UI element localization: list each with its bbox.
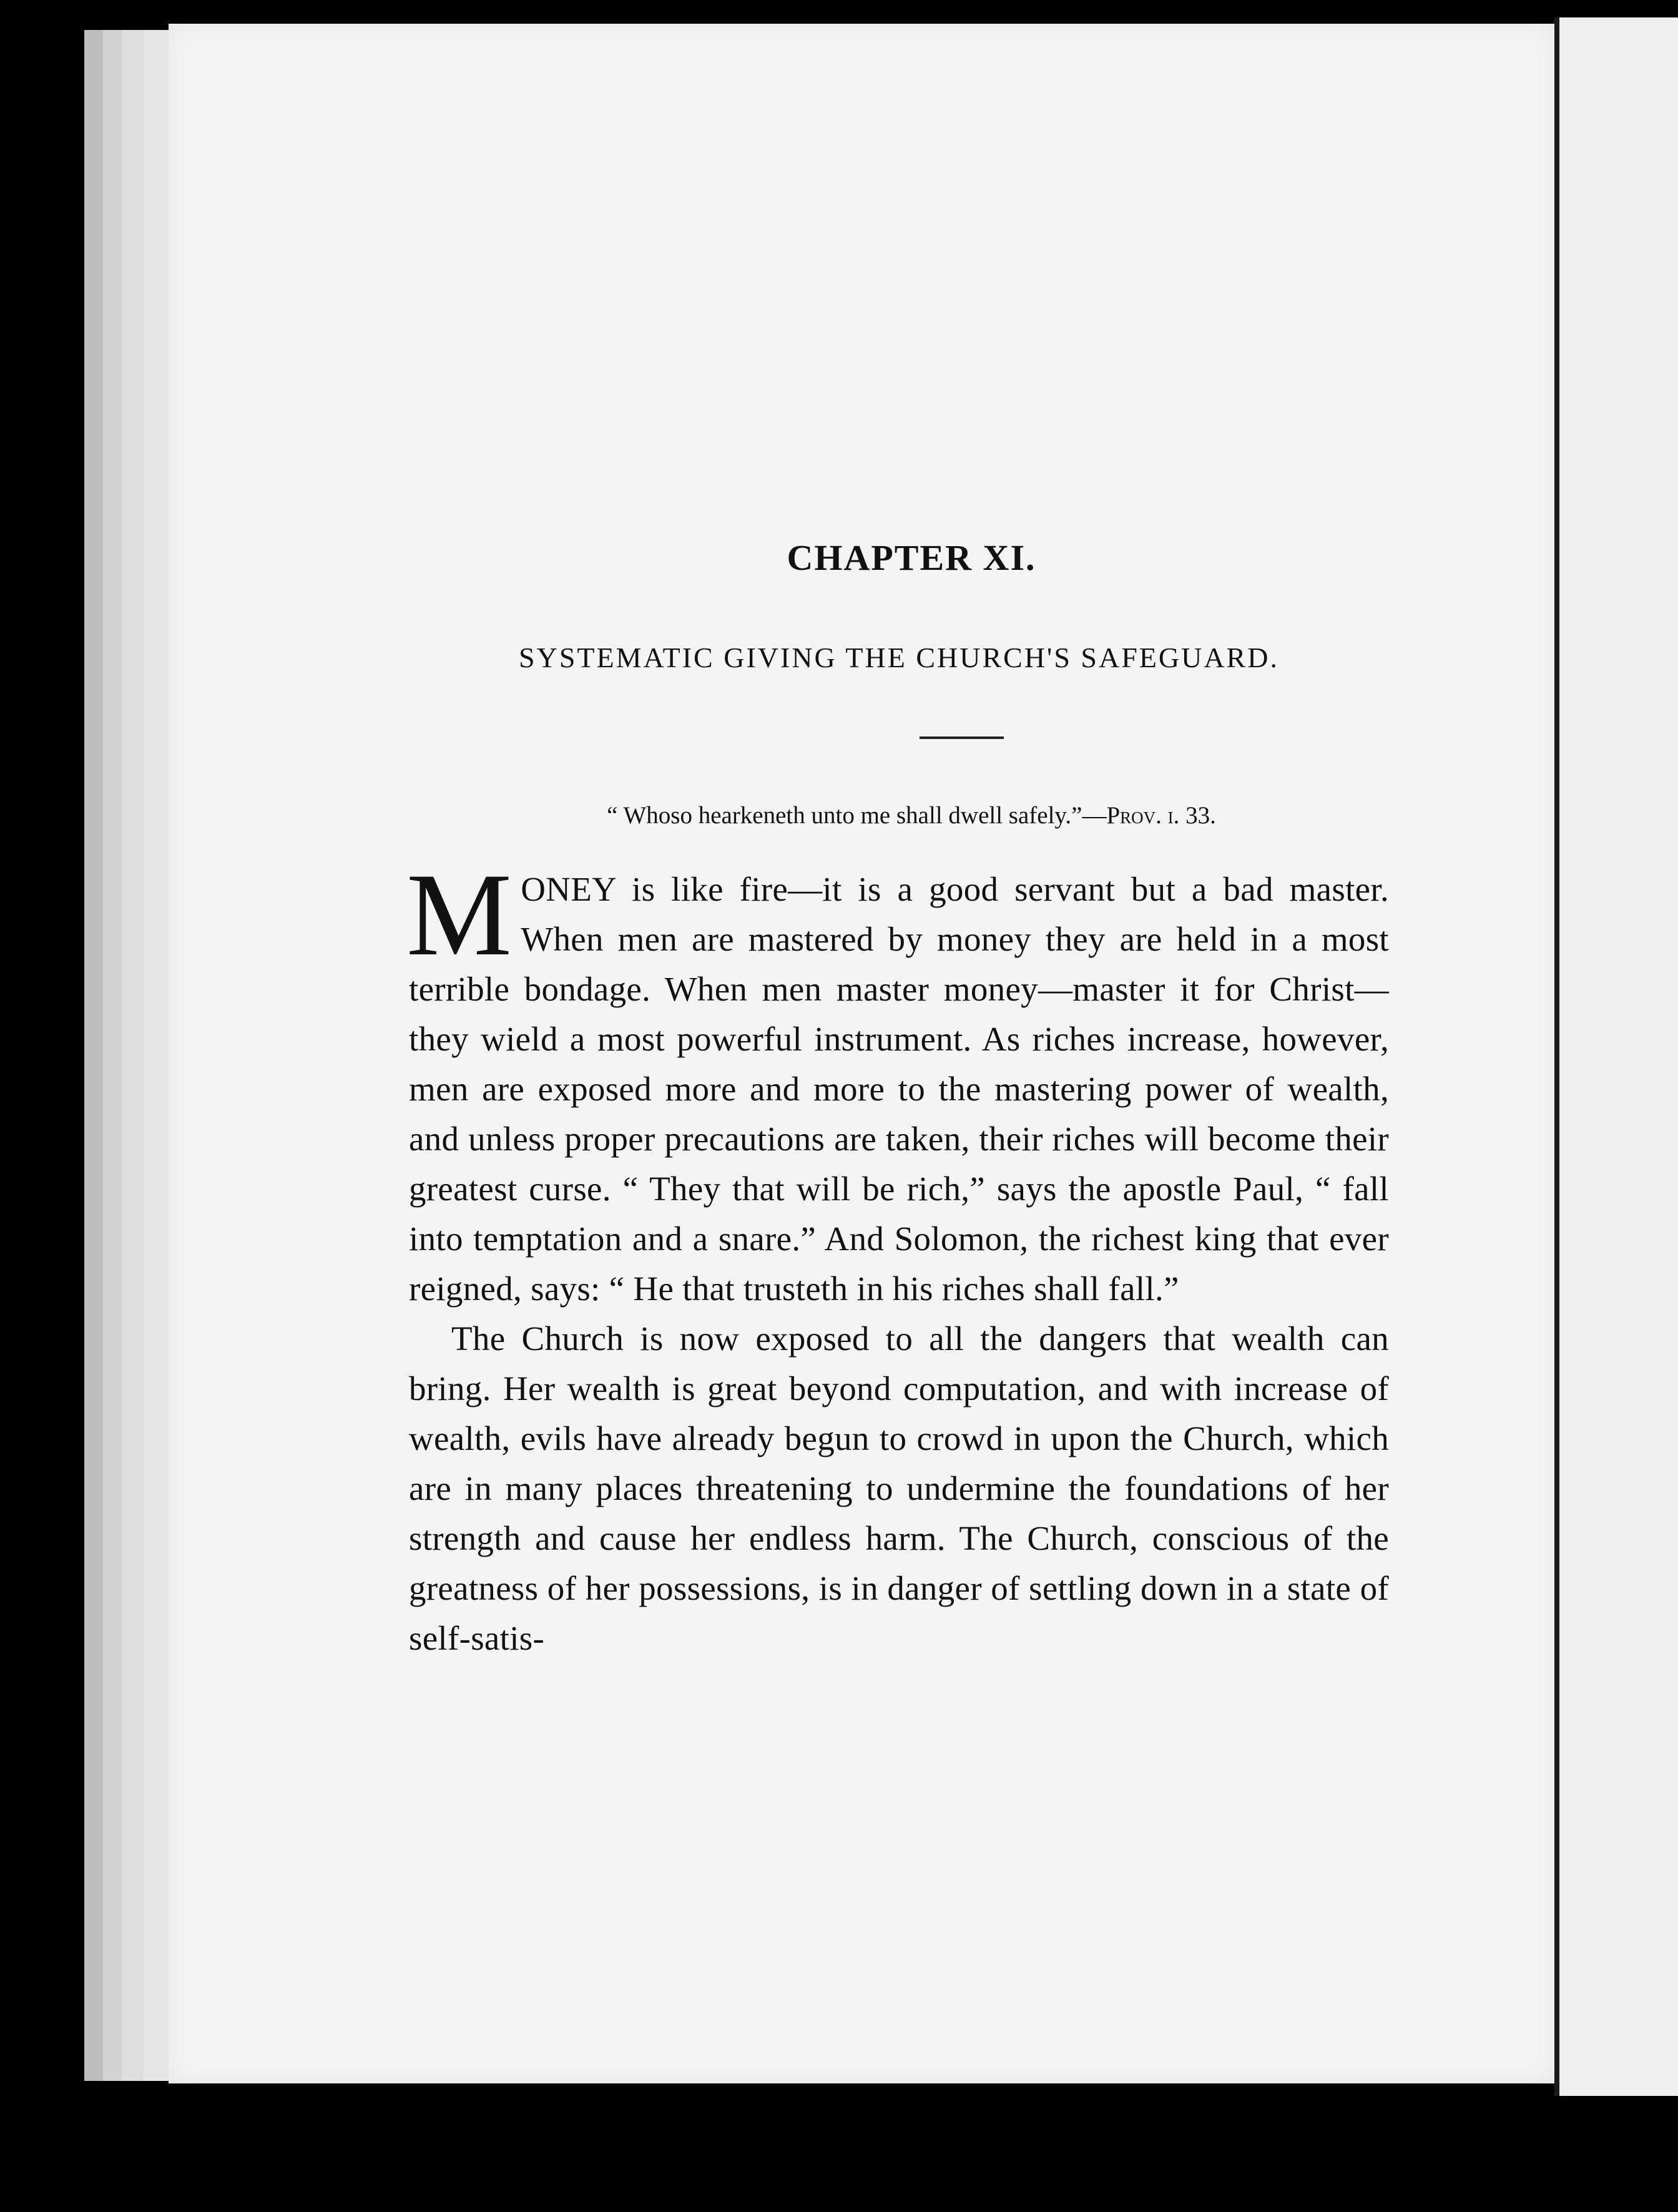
epigraph [409,801,1389,830]
drop-cap: M [406,849,513,981]
divider-rule [920,737,1004,739]
epigraph-citation: Prov. i. 33. [1106,802,1216,829]
paragraph-1 [406,849,1389,1314]
chapter-title: SYSTEMATIC GIVING THE CHURCH'S SAFEGUARD. [519,642,1279,673]
epigraph-quote: “ Whoso hearkeneth unto me shall dwell safely.”— [607,802,1107,829]
paragraph-1-text: ONEY is like fire—it is a good servant but a bad master. When men are mastered by money they are held in a most terrible bondage. When men master money—master it for Christ—they wield a most powerful instrument. As riches increase, however, men are exposed more and more to the mastering power of wealth, and unless proper precautions are taken, their riches will become their greatest curse. “ They that will be rich,” says the apostle Paul, “ fall into temptation and a snare.” And Solomon, the richest king that ever reigned, says: “ He that trusteth in his riches shall fall.” [409,870,1389,1308]
page-content [406,537,1389,1663]
chapter-heading: CHAPTER XI. [787,537,1036,578]
paragraph-2: The Church is now exposed to all the dangers that wealth can bring. Her wealth is great beyond computation, and with increase of wealth, evils have already begun to crowd in upon the Church, which are in many places threatening to undermine the foundations of her strength and cause her endless harm. The Church, conscious of the greatness of her possessions, is in danger of settling down in a state of self-satis- [409,1319,1389,1657]
facing-page-edge [1554,17,1678,2096]
